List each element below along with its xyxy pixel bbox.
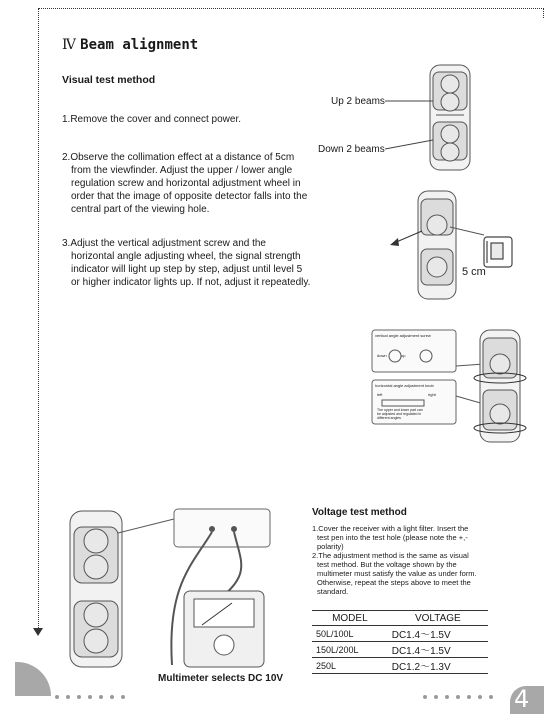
detector-illustration — [70, 511, 122, 667]
visual-step-2-line: from the viewfinder. Adjust the upper / lower angle — [71, 165, 293, 176]
model-cell: 50L/100L — [312, 626, 388, 642]
table-row — [312, 642, 488, 658]
page-frame-top-line — [38, 8, 544, 9]
inset-note-line: be adjusted and regulated in — [377, 412, 422, 416]
inset-horizontal-label: horizontal angle adjustment knob — [375, 383, 434, 388]
arrowhead-icon — [390, 238, 399, 246]
voltage-line: 1.Cover the receiver with a light filter. Insert the — [312, 524, 469, 533]
section-title — [62, 36, 198, 53]
section-heading: Beam alignment — [80, 37, 199, 53]
detector-illustration — [430, 65, 470, 170]
voltage-line: polarity) — [317, 542, 344, 551]
section-numeral: Ⅳ — [62, 37, 76, 53]
visual-step-2-line: central part of the viewing hole. — [71, 204, 210, 215]
visual-step-3 — [62, 237, 310, 289]
visual-step-3-line: horizontal angle adjusting wheel, the signal strength — [71, 251, 301, 262]
test-hole-zoom — [174, 509, 270, 547]
inset-left-label: left — [377, 392, 383, 397]
up-beams-label: Up 2 beams — [331, 96, 385, 107]
voltage-instructions — [312, 524, 512, 596]
detector-illustration — [474, 330, 526, 442]
test-hole-leader — [118, 519, 174, 533]
table-header-cell: VOLTAGE — [388, 611, 488, 626]
inset-up-label: up — [401, 353, 406, 358]
multimeter-figure — [62, 505, 282, 671]
visual-step-1: 1.Remove the cover and connect power. — [62, 114, 241, 125]
voltage-test-heading: Voltage test method — [312, 507, 407, 518]
multimeter-dial-display — [194, 599, 254, 627]
voltage-line: Otherwise, repeat the steps above to meet the — [317, 578, 471, 587]
range-selector-knob-icon — [214, 635, 234, 655]
voltage-line: test method. But the voltage shown by the — [317, 560, 457, 569]
page-frame-right-line — [543, 8, 544, 18]
visual-step-2-line: order that the image of opposite detector falls into the — [71, 191, 308, 202]
corner-decoration — [15, 662, 51, 696]
test-hole-icon — [209, 526, 215, 532]
table-header-cell: MODEL — [312, 611, 388, 626]
multimeter-caption: Multimeter selects DC 10V — [158, 673, 284, 684]
inset-right-label: right — [428, 392, 436, 397]
voltage-cell: DC1.4～1.5V — [388, 626, 488, 642]
model-cell: 150L/200L — [312, 642, 388, 658]
inset-note-line: The upper and lower part can — [377, 408, 423, 412]
page-number: 4 — [514, 685, 530, 713]
visual-step-3-line: or higher indicator lights up. If not, adjust it repeatedly. — [71, 277, 311, 288]
visual-step-2 — [62, 151, 307, 216]
inset-down-label: down — [377, 353, 387, 358]
footer-dots-right — [423, 686, 500, 704]
voltage-table — [312, 610, 488, 674]
visual-step-3-line: 3.Adjust the vertical adjustment screw and the — [62, 238, 266, 249]
page-frame-left-line — [38, 8, 39, 630]
visual-step-2-line: 2.Observe the collimation effect at a distance of 5cm — [62, 152, 295, 163]
detector-illustration — [418, 191, 456, 299]
viewing-hole-zoom — [484, 237, 512, 267]
voltage-line: test pen into the test hole (please note the +,- — [317, 533, 468, 542]
down-beams-leader — [385, 140, 433, 149]
distance-label: 5 cm — [462, 266, 486, 278]
visual-step-3-line: indicator will light up step by step, adjust until level 5 — [71, 264, 303, 275]
down-beams-label: Down 2 beams — [318, 144, 385, 155]
table-row — [312, 626, 488, 642]
table-row — [312, 658, 488, 674]
beam-detector-figure — [300, 60, 500, 175]
footer-dots-left — [55, 686, 132, 704]
viewfinder-figure — [388, 185, 538, 305]
inset-note — [377, 408, 455, 420]
voltage-line: multimeter must satisfy the value as under form. — [317, 569, 477, 578]
table-header-row — [312, 611, 488, 626]
visual-step-2-line: regulation screw and horizontal adjustment wheel in — [71, 178, 301, 189]
test-hole-icon — [231, 526, 237, 532]
voltage-line: 2.The adjustment method is the same as visual — [312, 551, 469, 560]
voltage-line: standard. — [317, 587, 349, 596]
model-cell: 250L — [312, 658, 388, 674]
voltage-cell: DC1.2～1.3V — [388, 658, 488, 674]
visual-test-heading: Visual test method — [62, 74, 156, 86]
inset-note-line: different angles — [377, 416, 401, 420]
voltage-cell: DC1.4～1.5V — [388, 642, 488, 658]
frame-arrow-down-icon — [33, 628, 43, 636]
inset-vertical-label: vertical angle adjustment screw — [375, 333, 431, 338]
